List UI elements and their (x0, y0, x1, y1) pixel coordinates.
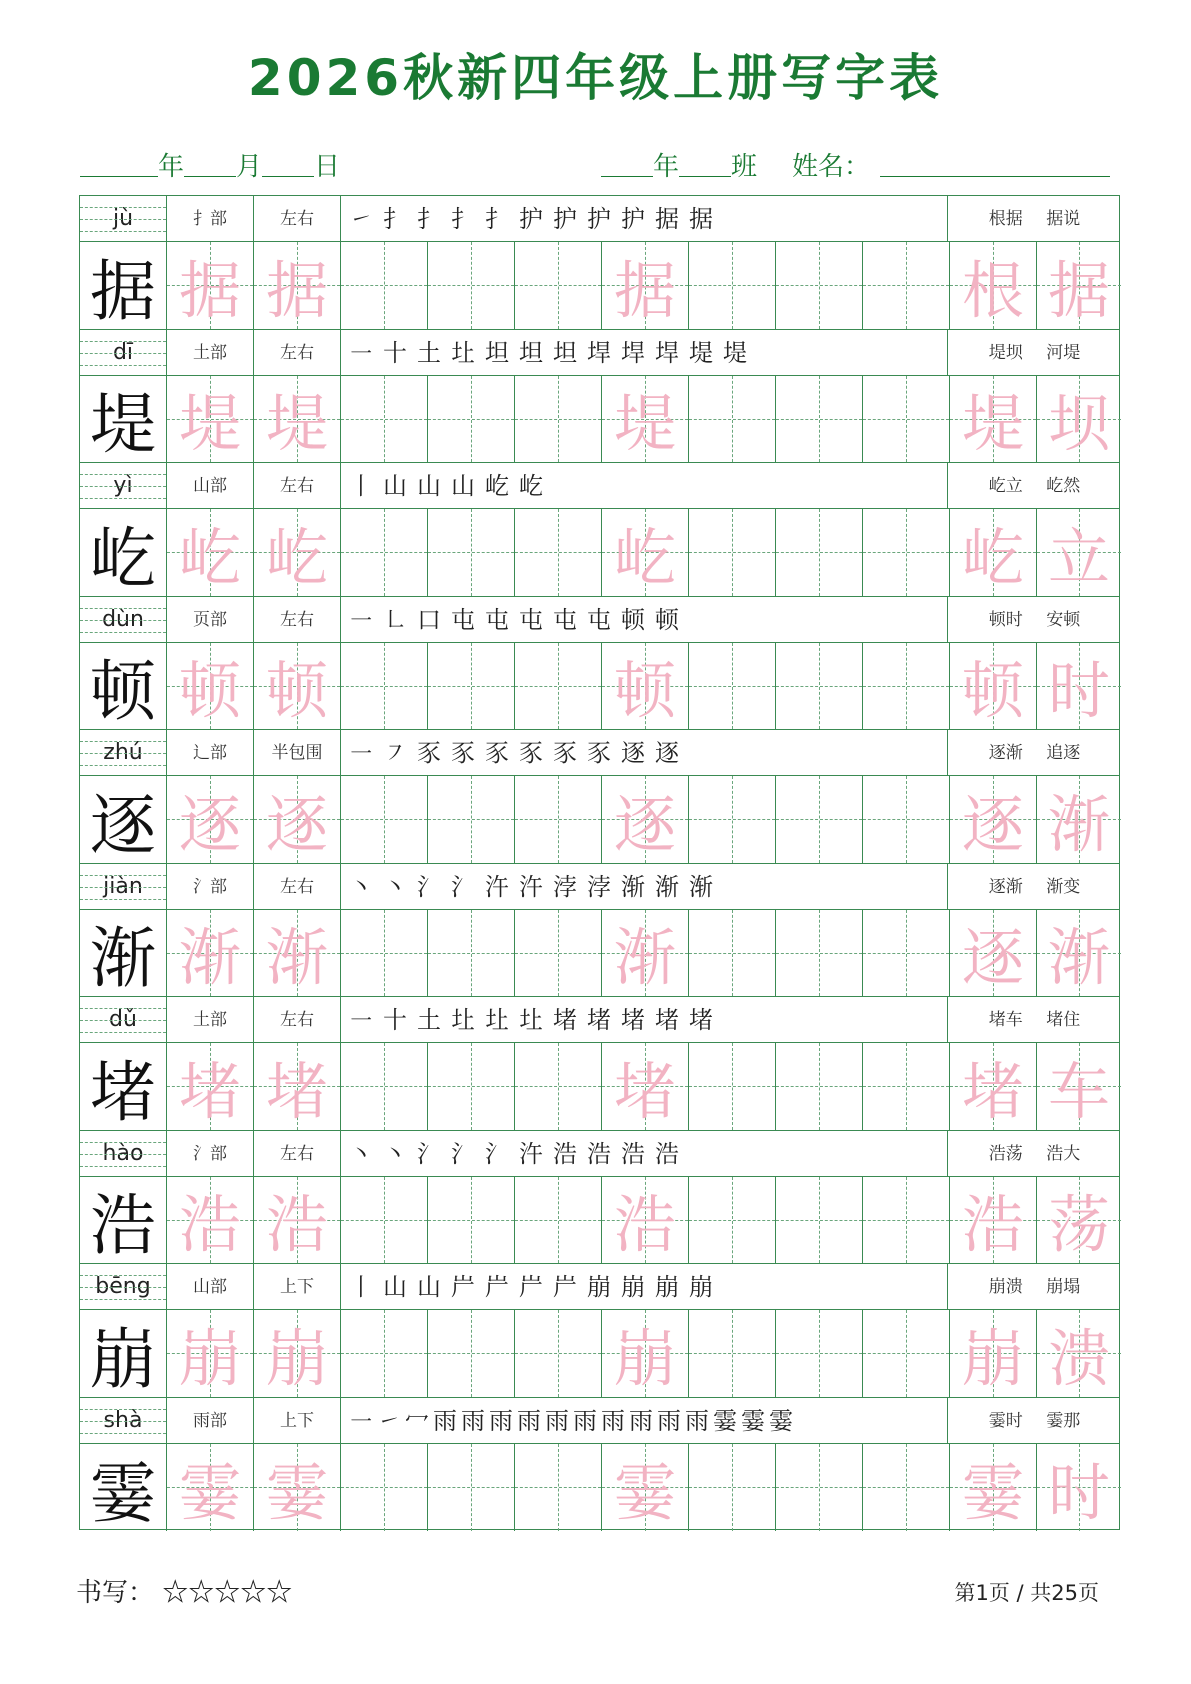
structure: 左右 (254, 196, 341, 241)
practice-box[interactable] (776, 1310, 863, 1397)
trace-character: 崩 (613, 1321, 676, 1395)
model-character-box (80, 242, 167, 329)
practice-box[interactable] (167, 242, 254, 329)
class-blank[interactable] (679, 146, 731, 177)
page-title: 2026秋新四年级上册写字表 (247, 49, 944, 107)
practice-box[interactable] (515, 643, 602, 730)
info-row (80, 1264, 1119, 1310)
practice-box[interactable] (515, 242, 602, 329)
practice-box[interactable] (254, 1043, 341, 1130)
practice-box[interactable] (950, 509, 1037, 596)
model-character: 崩 (90, 1320, 156, 1398)
trace-character: 霎 (613, 1455, 676, 1529)
practice-box[interactable] (602, 1043, 689, 1130)
practice-box[interactable] (950, 1444, 1037, 1532)
pinyin-guide-line (80, 207, 166, 208)
pinyin-guide-line (80, 887, 166, 888)
practice-box[interactable] (776, 509, 863, 596)
example-words: 顿时 安顿 (988, 609, 1081, 630)
trace-character: 据 (265, 253, 328, 327)
structure: 左右 (254, 1131, 341, 1176)
example-words: 逐渐 渐变 (988, 876, 1081, 897)
pinyin-guide-line (80, 353, 166, 354)
structure: 上下 (254, 1264, 341, 1309)
trace-character: 霎 (265, 1455, 328, 1529)
pinyin-guide-line (80, 608, 166, 609)
practice-box[interactable] (167, 910, 254, 997)
practice-box[interactable] (776, 376, 863, 463)
practice-box[interactable] (428, 1310, 515, 1397)
day-blank[interactable] (262, 146, 314, 177)
practice-box[interactable] (776, 643, 863, 730)
pinyin-guide-line (80, 1142, 166, 1143)
practice-box[interactable] (515, 509, 602, 596)
practice-box[interactable] (950, 910, 1037, 997)
model-character: 浩 (90, 1187, 156, 1265)
practice-box[interactable] (515, 910, 602, 997)
pinyin-guide-line (80, 1409, 166, 1410)
grade-label: 年 (653, 152, 680, 182)
practice-box[interactable] (341, 776, 428, 863)
practice-box[interactable] (167, 376, 254, 463)
pinyin-guide-line (80, 1166, 166, 1167)
practice-box[interactable] (950, 242, 1037, 329)
practice-box[interactable] (428, 910, 515, 997)
practice-box[interactable] (167, 643, 254, 730)
practice-box[interactable] (254, 643, 341, 730)
practice-row (80, 776, 1119, 864)
practice-row (80, 1043, 1119, 1131)
trace-character: 坝 (1047, 387, 1110, 461)
trace-character: 屹 (265, 520, 328, 594)
practice-box[interactable] (776, 1043, 863, 1130)
pinyin-guide-line (80, 474, 166, 475)
practice-row (80, 1444, 1119, 1532)
practice-box[interactable] (341, 1177, 428, 1264)
radical: 氵部 (167, 1131, 254, 1176)
pinyin-guide-line (80, 231, 166, 232)
example-words: 霎时 霎那 (988, 1410, 1081, 1431)
info-row (80, 864, 1119, 910)
trace-character: 逐 (613, 787, 676, 861)
stroke-order: 丨山山屵屵屵屵崩崩崩崩 (341, 1264, 948, 1309)
pinyin-guide-line (80, 899, 166, 900)
trace-character: 逐 (961, 921, 1024, 995)
practice-box[interactable] (167, 776, 254, 863)
model-character-box (80, 1043, 167, 1130)
practice-box[interactable] (341, 910, 428, 997)
practice-box[interactable] (428, 242, 515, 329)
trace-character: 顿 (265, 654, 328, 728)
trace-character: 堤 (265, 387, 328, 461)
practice-box[interactable] (254, 242, 341, 329)
practice-box[interactable] (776, 242, 863, 329)
info-row (80, 196, 1119, 242)
stroke-order: ㇐十土圵坦坦坦垾垾垾堤堤 (341, 330, 948, 375)
pinyin-guide-line (80, 875, 166, 876)
practice-box[interactable] (254, 1177, 341, 1264)
stroke-order: ㇐㇗口屯屯屯屯屯顿顿 (341, 597, 948, 642)
model-character-box (80, 776, 167, 863)
structure: 左右 (254, 864, 341, 909)
trace-character: 霎 (178, 1455, 241, 1529)
practice-row (80, 1310, 1119, 1398)
practice-box[interactable] (689, 1444, 776, 1532)
example-words: 浩荡 浩大 (988, 1143, 1081, 1164)
practice-box[interactable] (689, 910, 776, 997)
trace-character: 顿 (613, 654, 676, 728)
info-row (80, 997, 1119, 1043)
practice-box[interactable] (863, 376, 950, 463)
writing-sheet (79, 195, 1120, 1530)
stroke-order: ㇀扌扌扌扌护护护护据据 (341, 196, 948, 241)
stroke-order: ㇐㇀冖雨雨雨雨雨雨雨雨雨雨霎霎霎 (341, 1398, 948, 1443)
practice-box[interactable] (1037, 1310, 1121, 1397)
practice-box[interactable] (689, 1177, 776, 1264)
trace-character: 堤 (178, 387, 241, 461)
practice-box[interactable] (1037, 1043, 1121, 1130)
practice-row (80, 509, 1119, 597)
example-words: 堵车 堵住 (988, 1010, 1081, 1030)
pinyin-guide-line (80, 765, 166, 766)
info-row (80, 330, 1119, 376)
practice-box[interactable] (950, 1177, 1037, 1264)
practice-box[interactable] (776, 1444, 863, 1532)
trace-character: 据 (613, 253, 676, 327)
practice-box[interactable] (341, 242, 428, 329)
trace-character: 堵 (178, 1054, 241, 1128)
pinyin-guide-line (80, 1287, 166, 1288)
practice-box[interactable] (950, 1043, 1037, 1130)
pinyin: shà (80, 1398, 167, 1443)
model-character-box (80, 1177, 167, 1264)
model-character: 顿 (90, 653, 156, 731)
trace-character: 逐 (961, 787, 1024, 861)
practice-box[interactable] (863, 242, 950, 329)
practice-row (80, 910, 1119, 998)
practice-box[interactable] (167, 1444, 254, 1532)
structure: 左右 (254, 597, 341, 642)
practice-box[interactable] (863, 1043, 950, 1130)
practice-box[interactable] (950, 1310, 1037, 1397)
radical: 土部 (167, 330, 254, 375)
day-label: 日 (314, 152, 341, 182)
practice-box[interactable] (1037, 1177, 1121, 1264)
practice-box[interactable] (602, 509, 689, 596)
model-character: 逐 (90, 786, 156, 864)
pinyin-guide-line (80, 341, 166, 342)
practice-box[interactable] (863, 1444, 950, 1532)
radical: 雨部 (167, 1398, 254, 1443)
pinyin-guide-line (80, 753, 166, 754)
trace-character: 溃 (1047, 1321, 1110, 1395)
practice-box[interactable] (1037, 1444, 1121, 1532)
pinyin: dī (80, 330, 167, 375)
name-blank[interactable] (880, 146, 1110, 177)
trace-character: 逐 (265, 787, 328, 861)
pinyin-guide-line (80, 498, 166, 499)
practice-box[interactable] (602, 776, 689, 863)
pinyin-guide-line (80, 486, 166, 487)
trace-character: 顿 (178, 654, 241, 728)
model-character: 霎 (90, 1454, 156, 1532)
practice-box[interactable] (776, 910, 863, 997)
pinyin-guide-line (80, 1020, 166, 1021)
rating-stars[interactable]: ☆☆☆☆☆ (162, 1578, 293, 1608)
pinyin-guide-line (80, 1433, 166, 1434)
structure: 半包围 (254, 730, 341, 775)
practice-box[interactable] (602, 1310, 689, 1397)
radical: 土部 (167, 997, 254, 1042)
pinyin: dùn (80, 597, 167, 642)
stroke-order: 丶丶氵氵汻汻浡浡渐渐渐 (341, 864, 948, 909)
structure: 左右 (254, 463, 341, 508)
model-character-box (80, 376, 167, 463)
pinyin-guide-line (80, 1154, 166, 1155)
trace-character: 堵 (961, 1054, 1024, 1128)
trace-character: 霎 (961, 1455, 1024, 1529)
structure: 上下 (254, 1398, 341, 1443)
trace-character: 顿 (961, 654, 1024, 728)
page-indicator: 第1页 / 共25页 (954, 1581, 1099, 1605)
trace-character: 时 (1047, 654, 1110, 728)
radical: 山部 (167, 1264, 254, 1309)
model-character: 屹 (90, 519, 156, 597)
practice-box[interactable] (515, 376, 602, 463)
practice-box[interactable] (428, 1444, 515, 1532)
pinyin-guide-line (80, 741, 166, 742)
practice-box[interactable] (428, 776, 515, 863)
trace-character: 堤 (961, 387, 1024, 461)
practice-row (80, 1177, 1119, 1265)
year-label: 年 (158, 152, 185, 182)
practice-box[interactable] (254, 776, 341, 863)
writing-label: 书写： (76, 1578, 155, 1608)
practice-box[interactable] (167, 509, 254, 596)
radical: 氵部 (167, 864, 254, 909)
practice-box[interactable] (341, 376, 428, 463)
trace-character: 崩 (178, 1321, 241, 1395)
practice-box[interactable] (1037, 376, 1121, 463)
month-blank[interactable] (184, 146, 236, 177)
practice-row (80, 643, 1119, 731)
practice-box[interactable] (689, 242, 776, 329)
example-words: 根据 据说 (988, 209, 1081, 229)
practice-row (80, 242, 1119, 330)
header-info (80, 146, 1120, 182)
trace-character: 时 (1047, 1455, 1110, 1529)
trace-character: 崩 (265, 1321, 328, 1395)
trace-character: 堵 (613, 1054, 676, 1128)
practice-box[interactable] (428, 1177, 515, 1264)
practice-box[interactable] (515, 1043, 602, 1130)
practice-box[interactable] (950, 643, 1037, 730)
practice-box[interactable] (776, 1177, 863, 1264)
model-character: 堤 (90, 386, 156, 464)
practice-box[interactable] (863, 509, 950, 596)
info-row (80, 1398, 1119, 1444)
practice-box[interactable] (254, 910, 341, 997)
model-character-box (80, 643, 167, 730)
practice-box[interactable] (254, 509, 341, 596)
year-blank[interactable] (80, 146, 158, 177)
pinyin-guide-line (80, 632, 166, 633)
practice-box[interactable] (602, 910, 689, 997)
practice-box[interactable] (950, 776, 1037, 863)
practice-box[interactable] (1037, 509, 1121, 596)
practice-box[interactable] (1037, 643, 1121, 730)
practice-box[interactable] (428, 376, 515, 463)
practice-box[interactable] (515, 776, 602, 863)
practice-box[interactable] (689, 376, 776, 463)
info-row (80, 597, 1119, 643)
trace-character: 浩 (961, 1188, 1024, 1262)
practice-box[interactable] (863, 1177, 950, 1264)
info-row (80, 463, 1119, 509)
pinyin: hào (80, 1131, 167, 1176)
practice-box[interactable] (602, 376, 689, 463)
trace-character: 渐 (265, 921, 328, 995)
model-character: 据 (90, 252, 156, 330)
trace-character: 渐 (1047, 921, 1110, 995)
practice-box[interactable] (341, 509, 428, 596)
pinyin: bēng (80, 1264, 167, 1309)
practice-box[interactable] (341, 1310, 428, 1397)
trace-character: 渐 (178, 921, 241, 995)
trace-character: 渐 (613, 921, 676, 995)
month-label: 月 (236, 152, 263, 182)
practice-box[interactable] (341, 1444, 428, 1532)
practice-box[interactable] (1037, 242, 1121, 329)
practice-box[interactable] (515, 1444, 602, 1532)
pinyin-guide-line (80, 620, 166, 621)
example-words: 屹立 屹然 (988, 476, 1081, 496)
pinyin: zhú (80, 730, 167, 775)
practice-box[interactable] (689, 509, 776, 596)
example-words: 崩溃 崩塌 (988, 1277, 1081, 1297)
class-label: 班 (731, 152, 758, 182)
practice-box[interactable] (428, 643, 515, 730)
trace-character: 屹 (613, 520, 676, 594)
structure: 左右 (254, 997, 341, 1042)
model-character-box (80, 1310, 167, 1397)
pinyin-guide-line (80, 365, 166, 366)
practice-box[interactable] (341, 1043, 428, 1130)
example-words: 堤坝 河堤 (988, 342, 1081, 363)
pinyin-guide-line (80, 1421, 166, 1422)
practice-box[interactable] (428, 1043, 515, 1130)
practice-box[interactable] (602, 242, 689, 329)
practice-row (80, 376, 1119, 464)
practice-box[interactable] (602, 1177, 689, 1264)
trace-character: 据 (1047, 253, 1110, 327)
pinyin: jù (80, 196, 167, 241)
radical: 页部 (167, 597, 254, 642)
practice-box[interactable] (689, 1043, 776, 1130)
stroke-order: 丨山山山屹屹 (341, 463, 948, 508)
stroke-order: 丶丶氵氵氵汻浩浩浩浩 (341, 1131, 948, 1176)
grade-blank[interactable] (601, 146, 653, 177)
trace-character: 堤 (613, 387, 676, 461)
writing-rating (76, 1572, 292, 1609)
pinyin: yì (80, 463, 167, 508)
example-words: 逐渐 追逐 (988, 743, 1081, 763)
trace-character: 崩 (961, 1321, 1024, 1395)
practice-box[interactable] (863, 776, 950, 863)
practice-box[interactable] (950, 376, 1037, 463)
trace-character: 屹 (961, 520, 1024, 594)
trace-character: 逐 (178, 787, 241, 861)
stroke-order: ㇐十土圵圵圵堵堵堵堵堵 (341, 997, 948, 1042)
practice-box[interactable] (167, 1310, 254, 1397)
practice-box[interactable] (167, 1043, 254, 1130)
trace-character: 屹 (178, 520, 241, 594)
trace-character: 渐 (1047, 787, 1110, 861)
model-character: 堵 (90, 1053, 156, 1131)
trace-character: 根 (961, 253, 1024, 327)
practice-box[interactable] (428, 509, 515, 596)
practice-box[interactable] (863, 910, 950, 997)
trace-character: 据 (178, 253, 241, 327)
pinyin-guide-line (80, 1275, 166, 1276)
trace-character: 堵 (265, 1054, 328, 1128)
pinyin-guide-line (80, 1008, 166, 1009)
model-character-box (80, 910, 167, 997)
trace-character: 立 (1047, 520, 1110, 594)
trace-character: 浩 (613, 1188, 676, 1262)
practice-box[interactable] (167, 1177, 254, 1264)
name-label: 姓名： (792, 152, 871, 182)
radical: 山部 (167, 463, 254, 508)
practice-box[interactable] (602, 643, 689, 730)
model-character-box (80, 1444, 167, 1532)
practice-box[interactable] (341, 643, 428, 730)
radical: 辶部 (167, 730, 254, 775)
practice-box[interactable] (776, 776, 863, 863)
practice-box[interactable] (863, 1310, 950, 1397)
practice-box[interactable] (602, 1444, 689, 1532)
info-row (80, 730, 1119, 776)
trace-character: 车 (1047, 1054, 1110, 1128)
practice-box[interactable] (254, 1310, 341, 1397)
trace-character: 浩 (178, 1188, 241, 1262)
structure: 左右 (254, 330, 341, 375)
stroke-order: ㇐㇇豕豕豕豕豕豕逐逐 (341, 730, 948, 775)
practice-box[interactable] (689, 643, 776, 730)
trace-character: 荡 (1047, 1188, 1110, 1262)
practice-box[interactable] (515, 1177, 602, 1264)
model-character-box (80, 509, 167, 596)
practice-box[interactable] (863, 643, 950, 730)
practice-box[interactable] (254, 376, 341, 463)
practice-box[interactable] (1037, 776, 1121, 863)
pinyin-guide-line (80, 1299, 166, 1300)
practice-box[interactable] (515, 1310, 602, 1397)
trace-character: 浩 (265, 1188, 328, 1262)
info-row (80, 1131, 1119, 1177)
pinyin-guide-line (80, 1032, 166, 1033)
practice-box[interactable] (689, 1310, 776, 1397)
pinyin: dǔ (80, 997, 167, 1042)
practice-box[interactable] (689, 776, 776, 863)
pinyin-guide-line (80, 219, 166, 220)
radical: 扌部 (167, 196, 254, 241)
model-character: 渐 (90, 920, 156, 998)
practice-box[interactable] (254, 1444, 341, 1532)
practice-box[interactable] (1037, 910, 1121, 997)
pinyin: jiàn (80, 864, 167, 909)
